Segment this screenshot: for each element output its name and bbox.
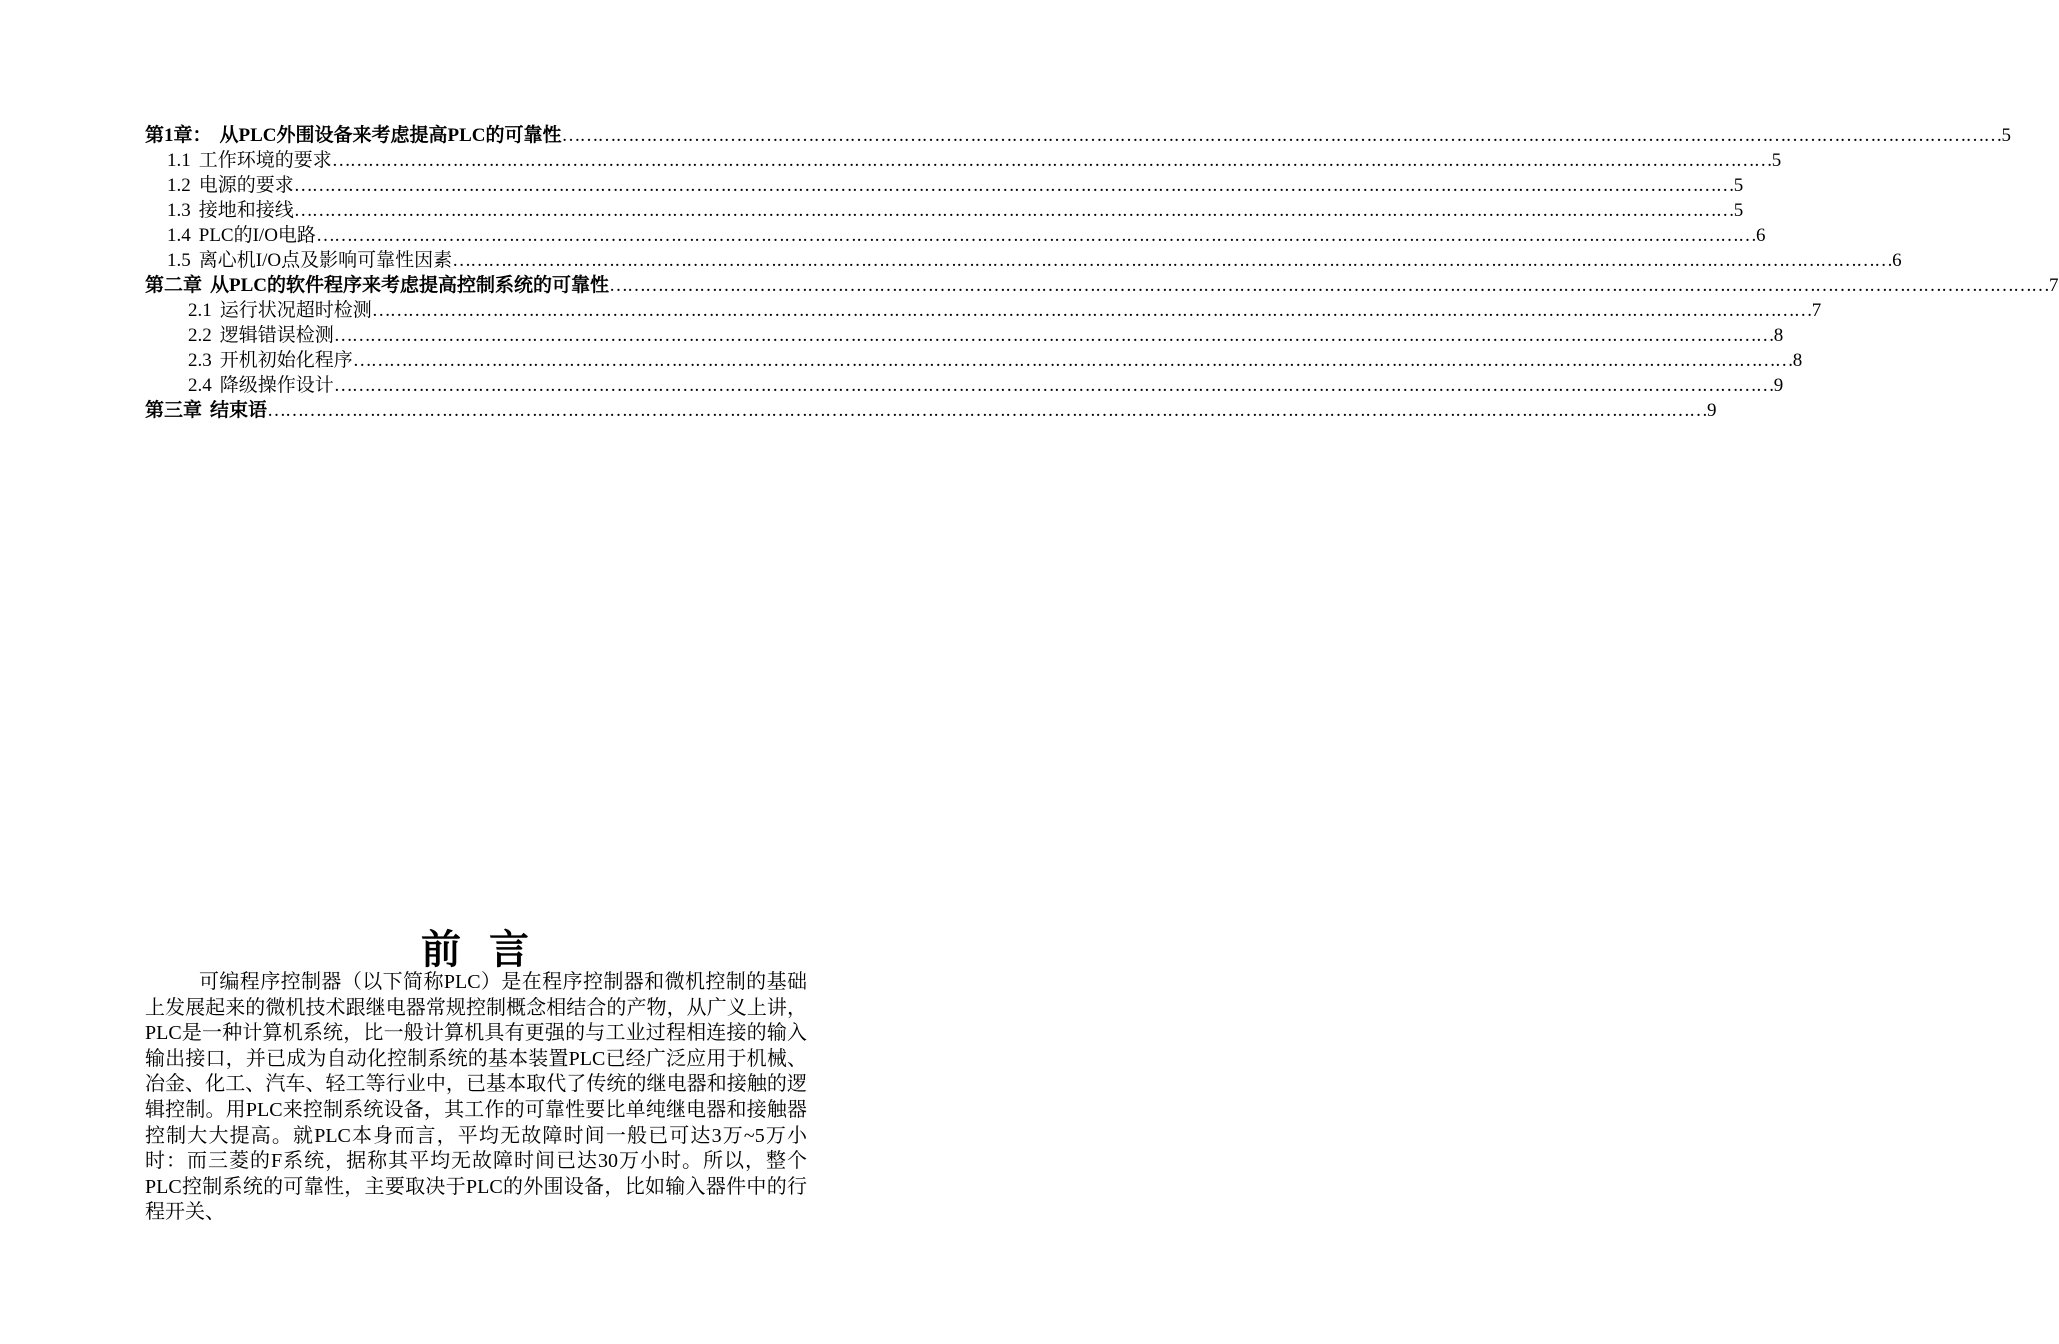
toc-leader-dots: …………………………………………………………………………………………………………………………………………………………………………………………………………………… bbox=[293, 200, 1734, 221]
toc-entry[interactable] bbox=[145, 148, 1782, 173]
toc-leader-dots: …………………………………………………………………………………………………………………………………………………………………………………………………………………… bbox=[315, 225, 1756, 246]
toc-entry-title: 从PLC外围设备来考虑提高PLC的可靠性 bbox=[219, 125, 562, 146]
toc-entry-title: 从PLC的软件程序来考虑提高控制系统的可靠性 bbox=[210, 275, 610, 296]
toc-entry[interactable] bbox=[145, 198, 1744, 223]
toc-entry-number: 1.4 bbox=[167, 225, 191, 246]
preface-body bbox=[145, 970, 807, 1226]
toc-leader-dots: …………………………………………………………………………………………………………………………………………………………………………………………………………………… bbox=[333, 325, 1774, 346]
toc-entry-page: 9 bbox=[1773, 375, 1784, 396]
toc-entry[interactable] bbox=[145, 348, 1803, 373]
toc-entry-title: 运行状况超时检测 bbox=[219, 300, 372, 321]
toc-entry-number: 第三章 bbox=[145, 400, 203, 421]
toc-entry-page: 7 bbox=[1811, 300, 1822, 321]
toc-leader-dots: …………………………………………………………………………………………………………………………………………………………………………………………………………………… bbox=[293, 175, 1734, 196]
toc-entry[interactable] bbox=[145, 273, 2059, 298]
preface-paragraph: 可编程序控制器（以下简称PLC）是在程序控制器和微机控制的基础上发展起来的微机技术跟继电器常规控制概念相结合的产物，从广义上讲，PLC是一种计算机系统，比一般计算机具有更强的与工业过程相连接的输入输出接口，并已成为自动化控制系统的基本装置PLC已经广泛应用于机械、冶金、化工、汽车、轻工等行业中，已基本取代了传统的继电器和接触的逻辑控制。用PLC来控制系统设备，其工作的可靠性要比单纯继电器和接触器控制大大提高。就PLC本身而言，平均无故障时间一般已可达3万~5万小时：而三菱的F系统，据称其平均无故障时间已达30万小时。所以，整个PLC控制系统的可靠性，主要取决于PLC的外围设备，比如输入器件中的行程开关、 bbox=[145, 971, 807, 1224]
toc-entry-page: 8 bbox=[1773, 325, 1784, 346]
toc-entry-title: PLC的I/O电路 bbox=[198, 225, 316, 246]
toc-leader-dots: …………………………………………………………………………………………………………………………………………………………………………………………………………………… bbox=[333, 375, 1774, 396]
toc-entry-number: 2.2 bbox=[188, 325, 212, 346]
toc-entry-title: 电源的要求 bbox=[198, 175, 294, 196]
toc-entry-page: 6 bbox=[1755, 225, 1766, 246]
toc-entry-number: 1.1 bbox=[167, 150, 191, 171]
toc-entry-number: 2.4 bbox=[188, 375, 212, 396]
toc-leader-dots: …………………………………………………………………………………………………………………………………………………………………………………………………………………… bbox=[352, 350, 1793, 371]
toc-entry[interactable] bbox=[145, 323, 1784, 348]
toc-entry[interactable] bbox=[145, 398, 1717, 423]
toc-entry-title: 离心机I/O点及影响可靠性因素 bbox=[198, 250, 453, 271]
toc-entry-page: 5 bbox=[1733, 200, 1744, 221]
toc-entry-number: 第二章 bbox=[145, 275, 203, 296]
toc-entry-page: 5 bbox=[2001, 125, 2012, 146]
toc-entry-number: 1.3 bbox=[167, 200, 191, 221]
toc-entry-page: 7 bbox=[2049, 275, 2059, 296]
preface-title: 前言 bbox=[421, 926, 557, 973]
toc-entry-page: 9 bbox=[1707, 400, 1717, 421]
toc-leader-dots: …………………………………………………………………………………………………………………………………………………………………………………………………………………… bbox=[452, 250, 1893, 271]
toc-entry-title: 接地和接线 bbox=[198, 200, 294, 221]
toc-entry-number: 2.3 bbox=[188, 350, 212, 371]
toc-entry[interactable] bbox=[145, 298, 1822, 323]
toc-entry[interactable] bbox=[145, 223, 1766, 248]
toc-entry-title: 工作环境的要求 bbox=[198, 150, 332, 171]
toc-entry[interactable] bbox=[145, 173, 1744, 198]
toc-entry[interactable] bbox=[145, 248, 1902, 273]
toc-entry-number: 2.1 bbox=[188, 300, 212, 321]
toc-entry-title: 开机初始化程序 bbox=[219, 350, 353, 371]
toc-leader-dots: …………………………………………………………………………………………………………………………………………………………………………………………………………………… bbox=[331, 150, 1772, 171]
toc-entry-title: 结束语 bbox=[210, 400, 268, 421]
toc-entry[interactable] bbox=[145, 123, 2012, 148]
toc-entry[interactable] bbox=[145, 373, 1784, 398]
toc-entry-page: 6 bbox=[1892, 250, 1902, 271]
toc-entry-number: 第1章： bbox=[145, 125, 212, 146]
toc-entry-title: 降级操作设计 bbox=[219, 375, 334, 396]
toc-entry-page: 5 bbox=[1733, 175, 1744, 196]
toc-entry-title: 逻辑错误检测 bbox=[219, 325, 334, 346]
toc-leader-dots: …………………………………………………………………………………………………………………………………………………………………………………………………………………… bbox=[561, 125, 2002, 146]
table-of-contents bbox=[145, 123, 2059, 423]
toc-entry-number: 1.2 bbox=[167, 175, 191, 196]
toc-entry-page: 5 bbox=[1771, 150, 1782, 171]
toc-leader-dots: …………………………………………………………………………………………………………………………………………………………………………………………………………………… bbox=[267, 400, 1708, 421]
toc-leader-dots: …………………………………………………………………………………………………………………………………………………………………………………………………………………… bbox=[371, 300, 1812, 321]
toc-leader-dots: …………………………………………………………………………………………………………………………………………………………………………………………………………………… bbox=[609, 275, 2050, 296]
toc-entry-page: 8 bbox=[1792, 350, 1803, 371]
toc-entry-number: 1.5 bbox=[167, 250, 191, 271]
